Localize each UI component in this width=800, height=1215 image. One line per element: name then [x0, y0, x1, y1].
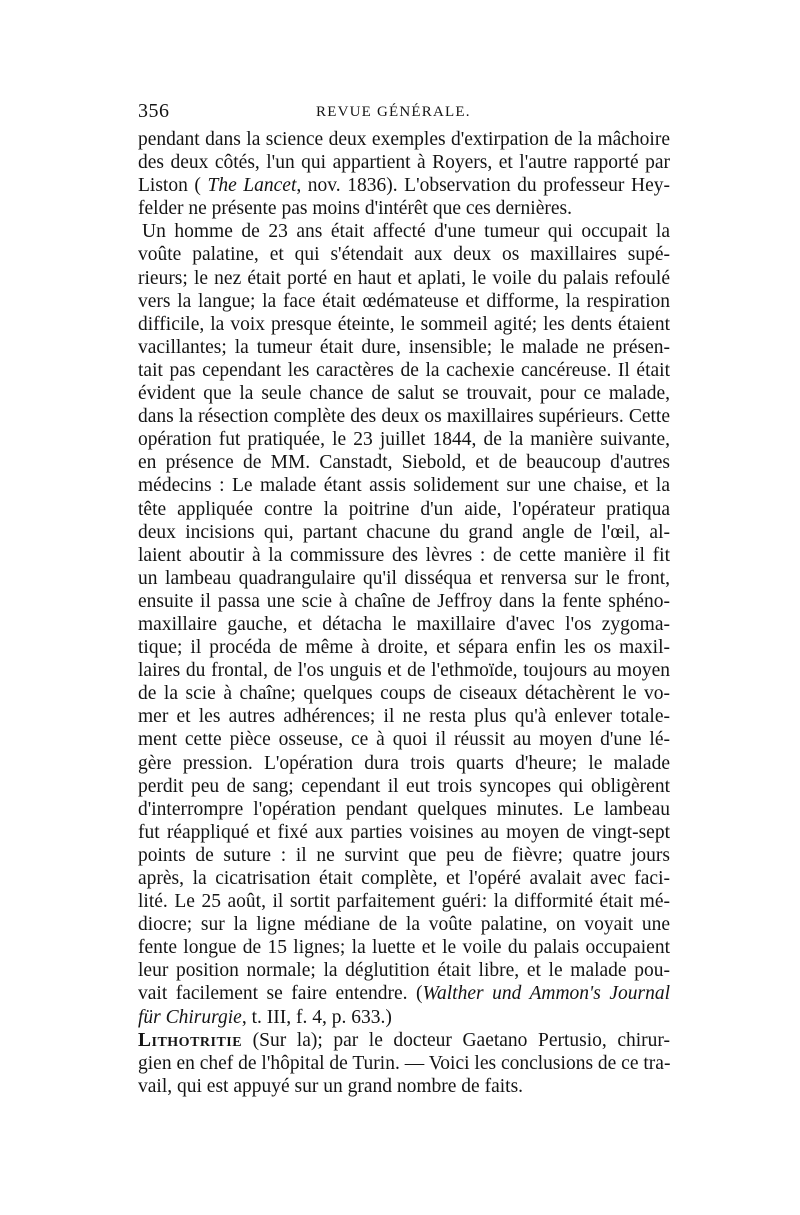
text-line: gien en chef de l'hôpital de Turin. — Voici les conclusions de ce tra-	[138, 1052, 671, 1074]
text-line: tique; il procéda de même à droite, et sépara enfin les os maxil-	[138, 637, 670, 659]
text-line: évident que la seule chance de salut se trouvait, pour ce malade,	[138, 383, 670, 405]
text-line: laires du frontal, de l'os unguis et de l'ethmoïde, toujours au moyen	[138, 660, 670, 682]
text-line: Un homme de 23 ans était affecté d'une tumeur qui occupait la	[142, 221, 670, 243]
body-text	[138, 128, 670, 1098]
text-line: tête appliquée contre la poitrine d'un aide, l'opérateur pratiqua	[138, 498, 670, 520]
text-line: rieurs; le nez était porté en haut et aplati, le voile du palais refoulé	[138, 267, 670, 289]
text-line: lité. Le 25 août, il sortit parfaitement guéri: la difformité était mé-	[138, 891, 670, 913]
text-line: vers la langue; la face était œdémateuse et difforme, la respiration	[138, 290, 670, 312]
text-line: Liston ( The Lancet, nov. 1836). L'observation du professeur Hey-	[138, 175, 670, 197]
text-line: für Chirurgie, t. III, f. 4, p. 633.)	[138, 1006, 392, 1028]
text-line: en présence de MM. Canstadt, Siebold, et de beaucoup d'autres	[138, 452, 670, 474]
text-line: d'interrompre l'opération pendant quelques minutes. Le lambeau	[138, 798, 670, 820]
text-line: maxillaire gauche, et détacha le maxillaire d'avec l'os zygoma-	[138, 613, 670, 635]
text-line: gère pression. L'opération dura trois quarts d'heure; le malade	[138, 752, 670, 774]
text-line: Lithotritie (Sur la); par le docteur Gaetano Pertusio, chirur-	[138, 1029, 670, 1051]
text-line: points de suture : il ne survint que peu de fièvre; quatre jours	[138, 844, 670, 866]
text-line: ment cette pièce osseuse, ce à quoi il réussit au moyen d'une lé-	[138, 729, 670, 751]
text-line: fut réappliqué et fixé aux parties voisines au moyen de vingt-sept	[138, 821, 670, 843]
text-line: ensuite il passa une scie à chaîne de Jeffroy dans la fente sphéno-	[138, 590, 670, 612]
text-line: vail, qui est appuyé sur un grand nombre de faits.	[138, 1075, 524, 1097]
text-line: fente longue de 15 lignes; la luette et le voile du palais occupaient	[138, 937, 670, 959]
text-line: felder ne présente pas moins d'intérêt que ces dernières.	[138, 198, 572, 220]
text-line: leur position normale; la déglutition était libre, et le malade pou-	[138, 960, 670, 982]
text-line: médecins : Le malade étant assis solidement sur une chaise, et la	[138, 475, 670, 497]
text-line: vait facilement se faire entendre. (Walther und Ammon's Journal	[138, 983, 670, 1005]
text-line: des deux côtés, l'un qui appartient à Royers, et l'autre rapporté par	[138, 152, 670, 174]
text-line: après, la cicatrisation était complète, et l'opéré avalait avec faci-	[138, 868, 670, 889]
page-header	[138, 100, 670, 124]
text-line: mer et les autres adhérences; il ne resta plus qu'à enlever totale-	[138, 706, 670, 728]
text-line: laient aboutir à la commissure des lèvres : de cette manière il fit	[138, 544, 670, 566]
running-head: REVUE GÉNÉRALE.	[316, 104, 471, 120]
text-line: deux incisions qui, partant chacune du grand angle de l'œil, al-	[138, 521, 670, 543]
text-line: pendant dans la science deux exemples d'extirpation de la mâchoire	[138, 129, 670, 150]
text-line: tait pas cependant les caractères de la cachexie cancéreuse. Il était	[138, 359, 670, 381]
text-line: diocre; sur la ligne médiane de la voûte palatine, on voyait une	[138, 914, 670, 936]
text-line: vacillantes; la tumeur était dure, insensible; le malade ne présen-	[138, 336, 670, 358]
text-line: un lambeau quadrangulaire qu'il disséqua et renversa sur le front,	[138, 567, 670, 589]
text-line: opération fut pratiquée, le 23 juillet 1844, de la manière suivante,	[138, 429, 670, 451]
text-line: perdit peu de sang; cependant il eut trois syncopes qui obligèrent	[138, 775, 670, 797]
page-number: 356	[138, 100, 170, 122]
text-line: difficile, la voix presque éteinte, le sommeil agité; les dents étaient	[138, 313, 670, 335]
text-line: dans la résection complète des deux os maxillaires supérieurs. Cette	[138, 406, 670, 428]
text-line: de la scie à chaîne; quelques coups de ciseaux détachèrent le vo-	[138, 683, 670, 705]
text-line: voûte palatine, et qui s'étendait aux deux os maxillaires supé-	[138, 244, 670, 266]
